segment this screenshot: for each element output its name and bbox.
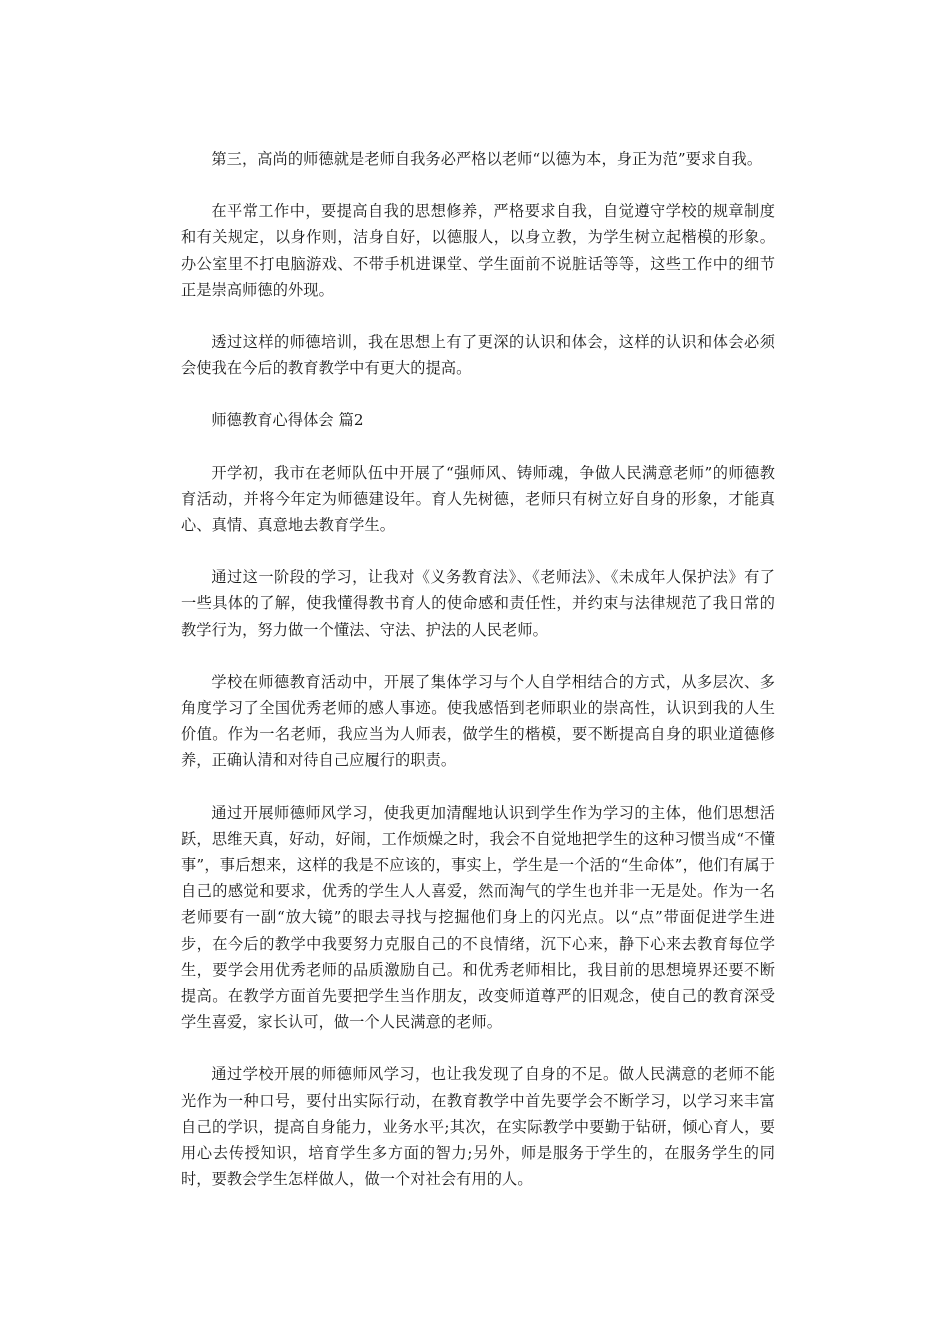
paragraph-semester-start: 开学初，我市在老师队伍中开展了“强师风、铸师魂，争做人民满意老师”的师德教育活动，并将今年定为师德建设年。育人先树德，老师只有树立好自身的形象，才能真心、真情、真意地去教育学生。 bbox=[181, 463, 775, 535]
paragraph-law-study: 通过这一阶段的学习，让我对《义务教育法》、《老师法》、《未成年人保护法》有了一些具体的了解，使我懂得教书育人的使命感和责任性，并约束与法律规范了我日常的教学行为，努力做一个懂法、守法、护法的人民老师。 bbox=[181, 568, 775, 639]
paragraph-moral-standard: 第三，高尚的师德就是老师自我务必严格以老师“以德为本，身正为范”要求自我。 bbox=[211, 150, 763, 168]
paragraph-students-subject: 通过开展师德师风学习，使我更加清醒地认识到学生作为学习的主体，他们思想活跃，思维天真，好动，好闹，工作烦燥之时，我会不自觉地把学生的这种习惯当成“不懂事”，事后想来，这样的我是不应该的，事实上，学生是一个活的“生命体”，他们有属于自己的感觉和要求，优秀的学生人人喜爱，然而淘气的学生也并非一无是处。作为一名老师要有一副“放大镜”的眼去寻找与挖掘他们身上的闪光点。以“点”带面促进学生进步，在今后的教学中我要努力克服自己的不良情绪，沉下心来，静下心来去教育每位学生，要学会用优秀老师的品质激励自己。和优秀老师相比，我目前的思想境界还要不断提高。在教学方面首先要把学生当作朋友，改变师道尊严的旧观念，使自己的教育深受学生喜爱，家长认可，做一个人民满意的老师。 bbox=[181, 803, 775, 1032]
document-page bbox=[181, 146, 775, 1219]
paragraph-training-reflection: 透过这样的师德培训，我在思想上有了更深的认识和体会，这样的认识和体会必须会使我在今后的教育教学中有更大的提高。 bbox=[181, 333, 775, 378]
section-title: 师德教育心得体会 篇2 bbox=[211, 411, 364, 430]
paragraph-shortcomings: 通过学校开展的师德师风学习，也让我发现了自身的不足。做人民满意的老师不能光作为一种口号，要付出实际行动，在教育教学中首先要学会不断学习，以学习来丰富自己的学识，提高自身能力，业务水平;其次，在实际教学中要勤于钻研，倾心育人，要用心去传授知识，培育学生多方面的智力;另外，师是服务于学生的，在服务学生的同时，要教会学生怎样做人，做一个对社会有用的人。 bbox=[181, 1065, 775, 1189]
paragraph-daily-work: 在平常工作中，要提高自我的思想修养，严格要求自我，自觉遵守学校的规章制度和有关规定，以身作则，洁身自好，以德服人，以身立教，为学生树立起楷模的形象。办公室里不打电脑游戏、不带手机进课堂、学生面前不说脏话等等，这些工作中的细节正是崇高师德的外现。 bbox=[181, 202, 775, 299]
paragraph-collective-study: 学校在师德教育活动中，开展了集体学习与个人自学相结合的方式，从多层次、多角度学习了全国优秀老师的感人事迹。使我感悟到老师职业的崇高性，认识到我的人生价值。作为一名老师，我应当为人师表，做学生的楷模，要不断提高自身的职业道德修养，正确认清和对待自己应履行的职责。 bbox=[181, 672, 775, 770]
